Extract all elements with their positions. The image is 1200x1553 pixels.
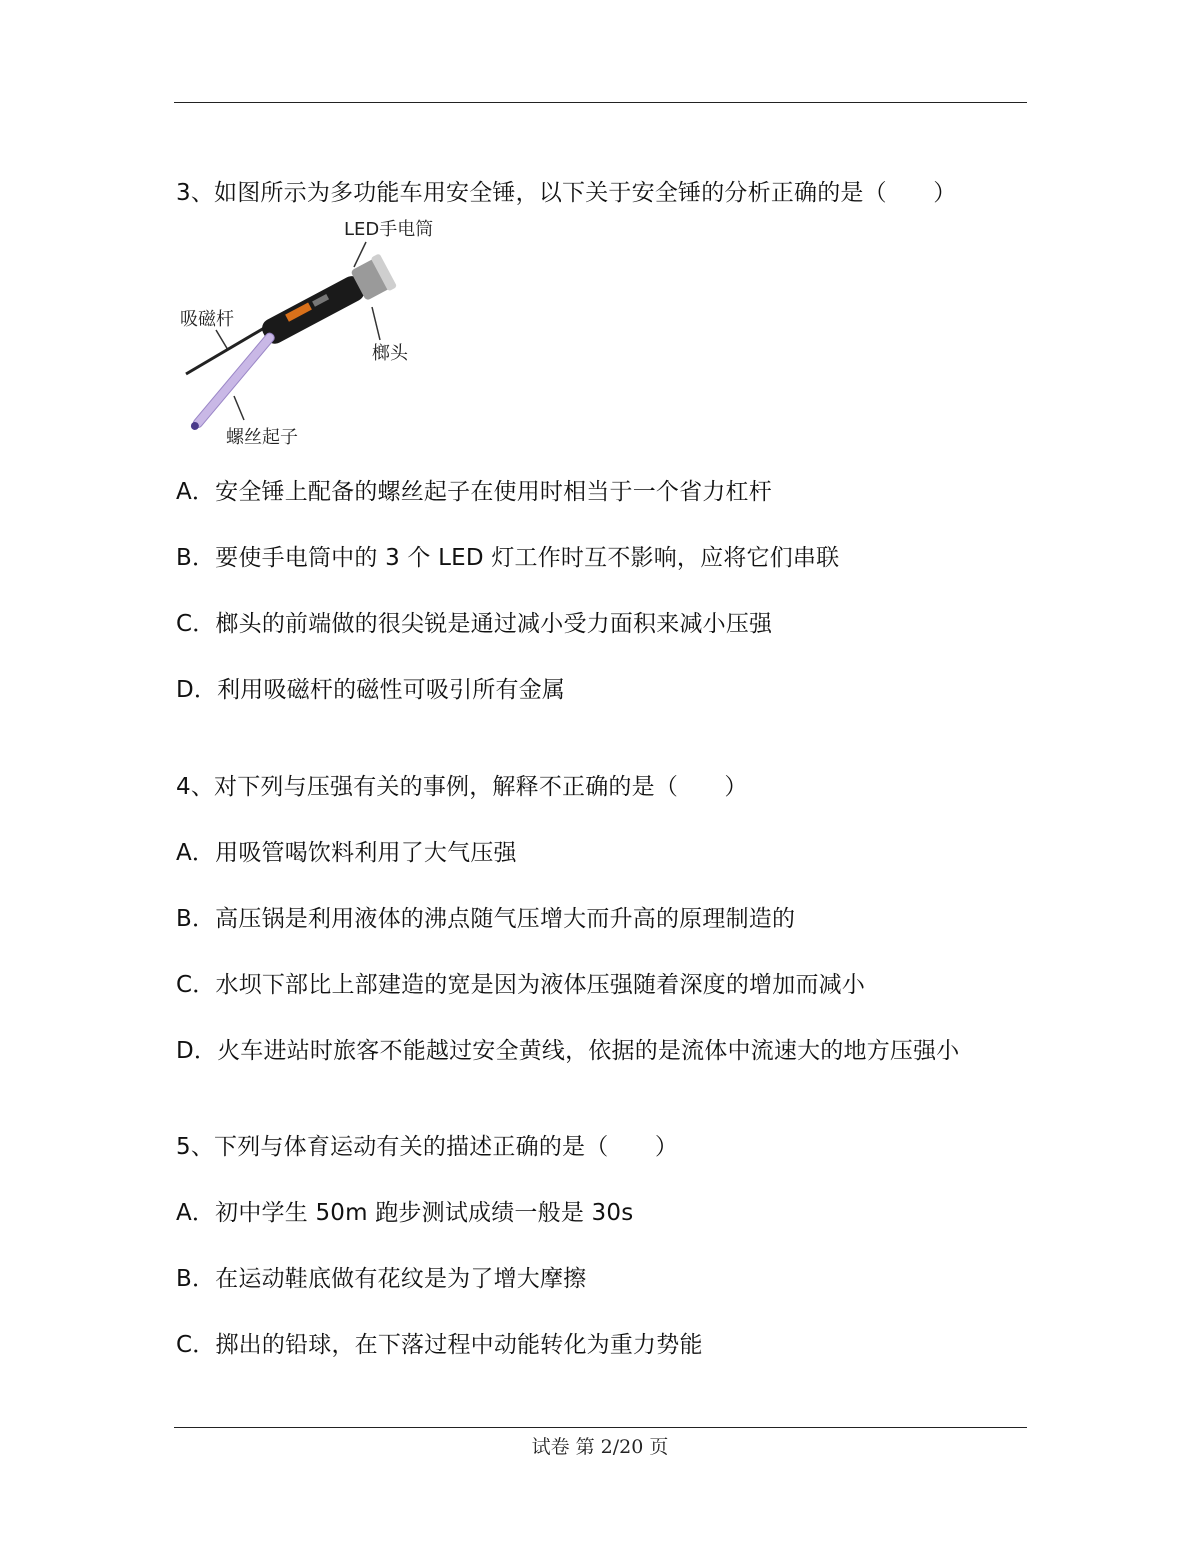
question-5-option-a: A．初中学生 50m 跑步测试成绩一般是 30s	[176, 1200, 634, 1226]
question-3-option-d: D．利用吸磁杆的磁性可吸引所有金属	[176, 677, 566, 703]
footer-rule	[174, 1427, 1027, 1428]
question-3-option-c: C．榔头的前端做的很尖锐是通过减小受力面积来减小压强	[176, 611, 773, 637]
figure-label-magnetic-rod: 吸磁杆	[180, 309, 234, 330]
question-4-option-a: A．用吸管喝饮料利用了大气压强	[176, 840, 517, 866]
figure-label-hammer-head: 榔头	[372, 343, 408, 364]
question-4-stem: 4、对下列与压强有关的事例，解释不正确的是（ ）	[176, 774, 748, 800]
question-3-stem: 3、如图所示为多功能车用安全锤，以下关于安全锤的分析正确的是（ ）	[176, 180, 957, 206]
question-3-option-b: B．要使手电筒中的 3 个 LED 灯工作时互不影响，应将它们串联	[176, 545, 840, 571]
question-5-stem: 5、下列与体育运动有关的描述正确的是（ ）	[176, 1134, 679, 1160]
safety-hammer-illustration	[176, 212, 466, 452]
header-rule	[174, 102, 1027, 103]
question-5-option-b: B．在运动鞋底做有花纹是为了增大摩擦	[176, 1266, 587, 1292]
question-5-option-c: C．掷出的铅球，在下落过程中动能转化为重力势能	[176, 1332, 703, 1358]
question-4-option-b: B．高压锅是利用液体的沸点随气压增大而升高的原理制造的	[176, 906, 796, 932]
question-3-option-a: A．安全锤上配备的螺丝起子在使用时相当于一个省力杠杆	[176, 479, 772, 505]
question-4-option-d: D．火车进站时旅客不能越过安全黄线，依据的是流体中流速大的地方压强小	[176, 1038, 960, 1064]
safety-hammer-figure	[176, 212, 466, 452]
question-4-option-c: C．水坝下部比上部建造的宽是因为液体压强随着深度的增加而减小	[176, 972, 866, 998]
figure-label-led-flashlight: LED手电筒	[344, 219, 434, 240]
figure-label-screwdriver: 螺丝起子	[226, 427, 298, 448]
page-footer: 试卷 第 2/20 页	[531, 1436, 669, 1458]
